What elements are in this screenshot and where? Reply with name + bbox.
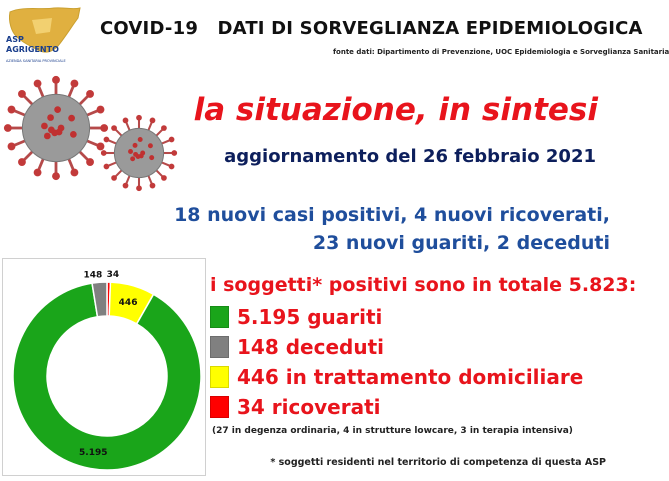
logo-text-subtitle: AZIENDA SANITARIA PROVINCIALE <box>6 59 66 63</box>
donut-chart <box>4 258 210 474</box>
legend-label: 148 deceduti <box>237 335 384 359</box>
daily-update-line2: 23 nuovi guariti, 2 deceduti <box>312 232 610 254</box>
legend-label: 446 in trattamento domiciliare <box>237 365 584 389</box>
data-label-deceduti: 148 <box>83 270 103 281</box>
data-label-guariti: 5.195 <box>79 447 108 458</box>
daily-update-line1: 18 nuovi casi positivi, 4 nuovi ricoverati, <box>174 204 610 226</box>
legend-swatch-red <box>210 396 229 418</box>
legend-item-deceduti <box>210 334 384 360</box>
coronavirus-illustration-small <box>98 112 180 194</box>
legend-item-ricoverati <box>210 394 381 420</box>
page-title: COVID-19 DATI DI SORVEGLIANZA EPIDEMIOLOGICA <box>100 18 643 39</box>
logo-text-agrigento: AGRIGENTO <box>6 45 59 54</box>
data-label-ricoverati: 34 <box>106 270 120 281</box>
legend-swatch-green <box>210 306 229 328</box>
legend-swatch-gray <box>210 336 229 358</box>
legend-swatch-yellow <box>210 366 229 388</box>
footnote: * soggetti residenti nel territorio di competenza di questa ASP <box>270 457 606 468</box>
legend-item-domiciliare <box>210 364 583 390</box>
asp-agrigento-logo <box>2 2 84 68</box>
legend-label: 5.195 guariti <box>237 305 383 329</box>
data-source: fonte dati: Dipartimento di Prevenzione, UOC Epidemiologia e Sorveglianza Sanitaria <box>333 48 669 56</box>
coronavirus-illustration-large <box>0 72 112 184</box>
headline: la situazione, in sintesi <box>193 92 598 128</box>
data-label-in-trattamento-domiciliare: 446 <box>118 297 138 308</box>
logo-text-asp: ASP <box>6 35 24 44</box>
hospitalized-detail: (27 in degenza ordinaria, 4 in strutture lowcare, 3 in terapia intensiva) <box>212 426 573 436</box>
legend-item-guariti <box>210 304 382 330</box>
total-positive: i soggetti* positivi sono in totale 5.823: <box>210 274 637 296</box>
update-date: aggiornamento del 26 febbraio 2021 <box>224 146 596 167</box>
legend-label: 34 ricoverati <box>237 395 381 419</box>
